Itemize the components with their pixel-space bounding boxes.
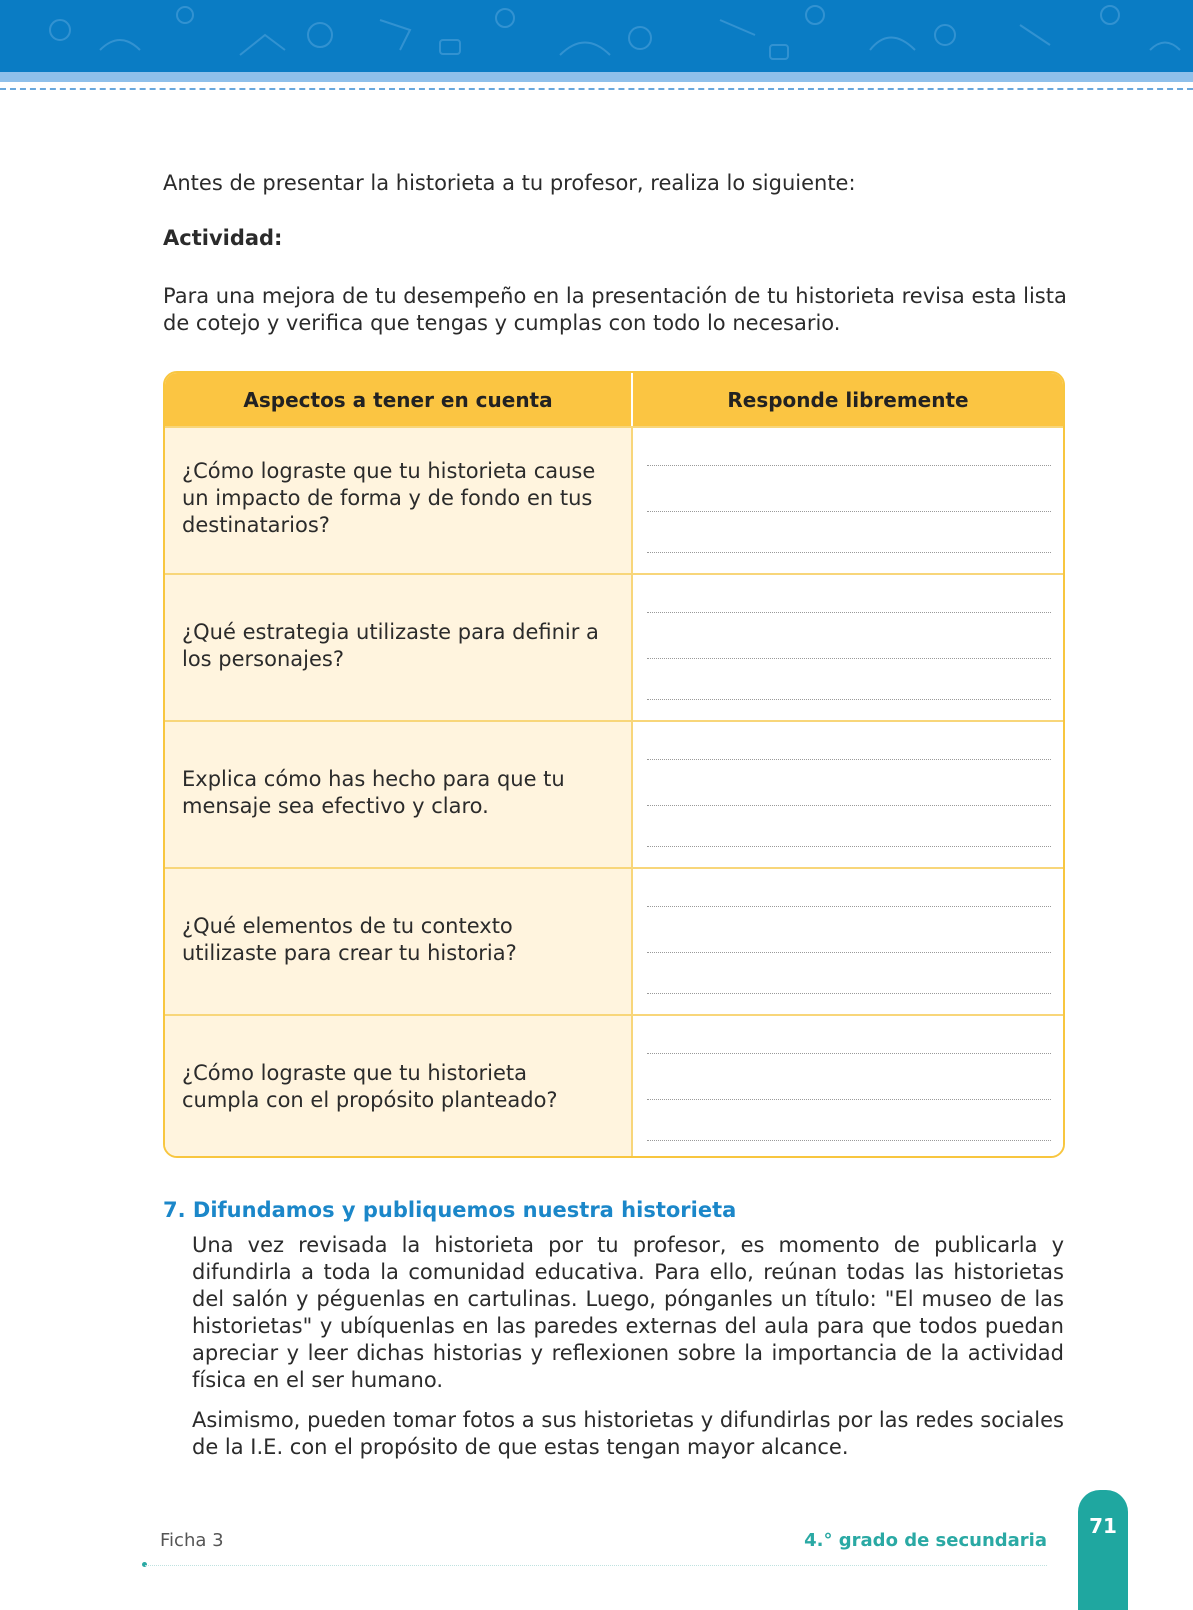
answer-line [647,465,1051,466]
answer-line [647,759,1051,760]
answer-line [647,1099,1051,1100]
question-cell: ¿Qué elementos de tu contexto utilizaste para crear tu historia? [165,869,633,1014]
answer-area[interactable] [633,722,1063,867]
checklist-header [165,373,1063,426]
page-number: 71 [1089,1514,1117,1538]
answer-line [647,906,1051,907]
question-cell: ¿Cómo lograste que tu historieta cumpla con el propósito planteado? [165,1016,633,1158]
answer-area[interactable] [633,428,1063,573]
banner-stripe [0,72,1193,82]
checklist-row [165,426,1063,573]
question-cell: ¿Qué estrategia utilizaste para definir a los personajes? [165,575,633,720]
answer-area[interactable] [633,869,1063,1014]
answer-line [647,952,1051,953]
answer-line [647,552,1051,553]
answer-line [647,658,1051,659]
header-aspects: Aspectos a tener en cuenta [165,373,633,426]
footer-dotted-rule [145,1565,1047,1566]
answer-line [647,1053,1051,1054]
checklist-row [165,720,1063,867]
section-title: 7. Difundamos y publiquemos nuestra historieta [163,1198,737,1222]
top-banner [0,0,1193,72]
answer-area[interactable] [633,1016,1063,1158]
activity-heading: Actividad: [163,226,283,250]
answer-line [647,511,1051,512]
checklist-table [163,371,1065,1158]
answer-area[interactable] [633,575,1063,720]
question-cell: ¿Cómo lograste que tu historieta cause un impacto de forma y de fondo en tus destinatarios? [165,428,633,573]
answer-line [647,846,1051,847]
footer-ficha: Ficha 3 [160,1530,224,1551]
answer-line [647,612,1051,613]
header-responses: Responde libremente [727,387,969,412]
checklist-row [165,573,1063,720]
instructions-text: Para una mejora de tu desempeño en la presentación de tu historieta revisa esta lista de cotejo y verifica que tengas y cumplas con todo lo necesario. [163,284,1067,335]
answer-line [647,805,1051,806]
section-paragraph: Una vez revisada la historieta por tu profesor, es momento de publicarla y difundirla a toda la comunidad educativa. Para ello, reúnan todas las historietas del salón y péguenlas en cartulinas. Luego, pónganles un título: "El museo de las historietas" y ubíquenlas en las paredes externas del aula para que todos puedan apreciar y leer dichas historias y reflexionen sobre la importancia de la actividad física en el ser humano. [192,1233,1064,1392]
checklist-row [165,867,1063,1014]
checklist-row [165,1014,1063,1158]
page-number-tab [1078,1490,1128,1610]
question-cell: Explica cómo has hecho para que tu mensaje sea efectivo y claro. [165,722,633,867]
banner-dashed-divider [0,88,1193,90]
footer-grade: 4.° grado de secundaria [804,1530,1047,1551]
answer-line [647,699,1051,700]
intro-text: Antes de presentar la historieta a tu profesor, realiza lo siguiente: [163,171,856,195]
section-paragraph: Asimismo, pueden tomar fotos a sus historietas y difundirlas por las redes sociales de la I.E. con el propósito de que estas tengan mayor alcance. [192,1408,1064,1459]
answer-line [647,993,1051,994]
banner-doodle-pattern [0,0,1193,72]
answer-line [647,1140,1051,1141]
